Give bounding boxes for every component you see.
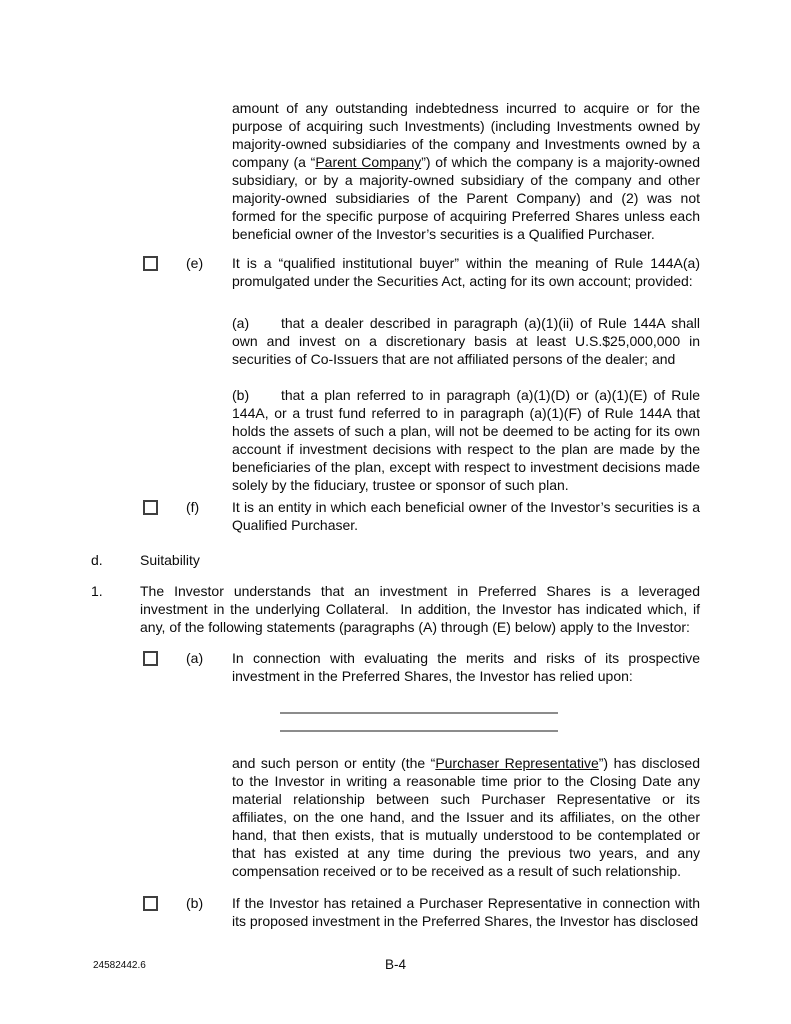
- item-text: If the Investor has retained a Purchaser Representative in connection with its proposed investment in the Preferred Shares, the Investor has disclosed: [232, 895, 700, 929]
- fill-in-line-1[interactable]: [280, 712, 558, 714]
- subparagraph-e-a: [232, 314, 700, 368]
- item-text: It is a “qualified institutional buyer” within the meaning of Rule 144A(a) promulgated under the Securities Act, acting for its own account; provided:: [232, 255, 700, 289]
- doc-control-number: 24582442.6: [93, 960, 146, 971]
- paragraph-text: ”) of which the company is a majority-owned subsidiary, or by a majority-owned subsidiary of the company and other majority-owned subsidiaries of the Parent Company) and (2) was not formed for the specific purpose of acquiring Preferred Shares unless each beneficial owner of the Investor’s securities is a Qualified Purchaser.: [232, 154, 700, 242]
- subparagraph-e-b: [232, 386, 700, 494]
- section-title: Suitability: [140, 552, 200, 568]
- item-text: It is an entity in which each beneficial owner of the Investor’s securities is a Qualified Purchaser.: [232, 499, 700, 533]
- paragraph-text: amount of any outstanding indebtedness incurred to acquire or for the purpose of acquiring such Investments) (including Investments owned by majority-owned subsidiaries of the company and Investments owned by a company (a “: [232, 100, 700, 170]
- paragraph-text: and such person or entity (the “: [232, 755, 436, 771]
- page-number: B-4: [384, 957, 406, 972]
- checkbox-e[interactable]: [143, 256, 158, 271]
- section-d-heading: [91, 551, 700, 569]
- checkbox-item-a: [143, 649, 700, 685]
- defined-term-purchaser-representative: Purchaser Representative: [435, 755, 599, 771]
- numbered-item-1: [91, 582, 700, 636]
- item-text: In connection with evaluating the merits and risks of its prospective investment in the Preferred Shares, the Investor has relied upon:: [232, 650, 700, 684]
- paragraph-text: ”) has disclosed to the Investor in writing a reasonable time prior to the Closing Date any material relationship between such Purchaser Representative or its affiliates, on the one hand, and the Issuer and its affiliates, on the other hand, that then exists, that is mutually understood to be contemplated or that has existed at any time during the previous two years, and any compensation received or to be received as a result of such relationship.: [232, 755, 700, 879]
- checkbox-f[interactable]: [143, 500, 158, 515]
- subparagraph-marker: (b): [232, 387, 250, 403]
- fill-in-line-2[interactable]: [280, 730, 558, 732]
- item-letter: (a): [186, 650, 204, 666]
- purchaser-representative-paragraph: [232, 754, 700, 880]
- subparagraph-text: that a dealer described in paragraph (a)(1)(ii) of Rule 144A shall own and invest on a discretionary basis at least U.S.$25,000,000 in securities of Co-Issuers that are not affiliated persons of the dealer; and: [232, 315, 700, 367]
- item-number: 1.: [91, 583, 103, 599]
- checkbox-a[interactable]: [143, 651, 158, 666]
- subparagraph-text: that a plan referred to in paragraph (a)(1)(D) or (a)(1)(E) of Rule 144A, or a trust fund referred to in paragraph (a)(1)(F) of Rule 144A that holds the assets of such a plan, will not be deemed to be acting for its own account if investment decisions with respect to the plan are made by the beneficiaries of the plan, except with respect to investment decisions made solely by the fiduciary, trustee or sponsor of such plan.: [232, 387, 700, 493]
- subparagraph-marker: (a): [232, 315, 250, 331]
- continuation-paragraph: [232, 99, 700, 243]
- item-letter: (e): [186, 255, 204, 271]
- checkbox-b[interactable]: [143, 896, 158, 911]
- section-letter: d.: [91, 552, 103, 568]
- checkbox-item-e: [143, 254, 700, 290]
- item-text: The Investor understands that an investment in Preferred Shares is a leveraged investment in the underlying Collateral. In addition, the Investor has indicated which, if any, of the following statements (paragraphs (A) through (E) below) apply to the Investor:: [140, 583, 700, 635]
- defined-term-parent-company: Parent Company: [315, 154, 422, 170]
- item-letter: (b): [186, 895, 204, 911]
- checkbox-item-f: [143, 498, 700, 534]
- item-letter: (f): [186, 499, 200, 515]
- checkbox-item-b: [143, 894, 700, 930]
